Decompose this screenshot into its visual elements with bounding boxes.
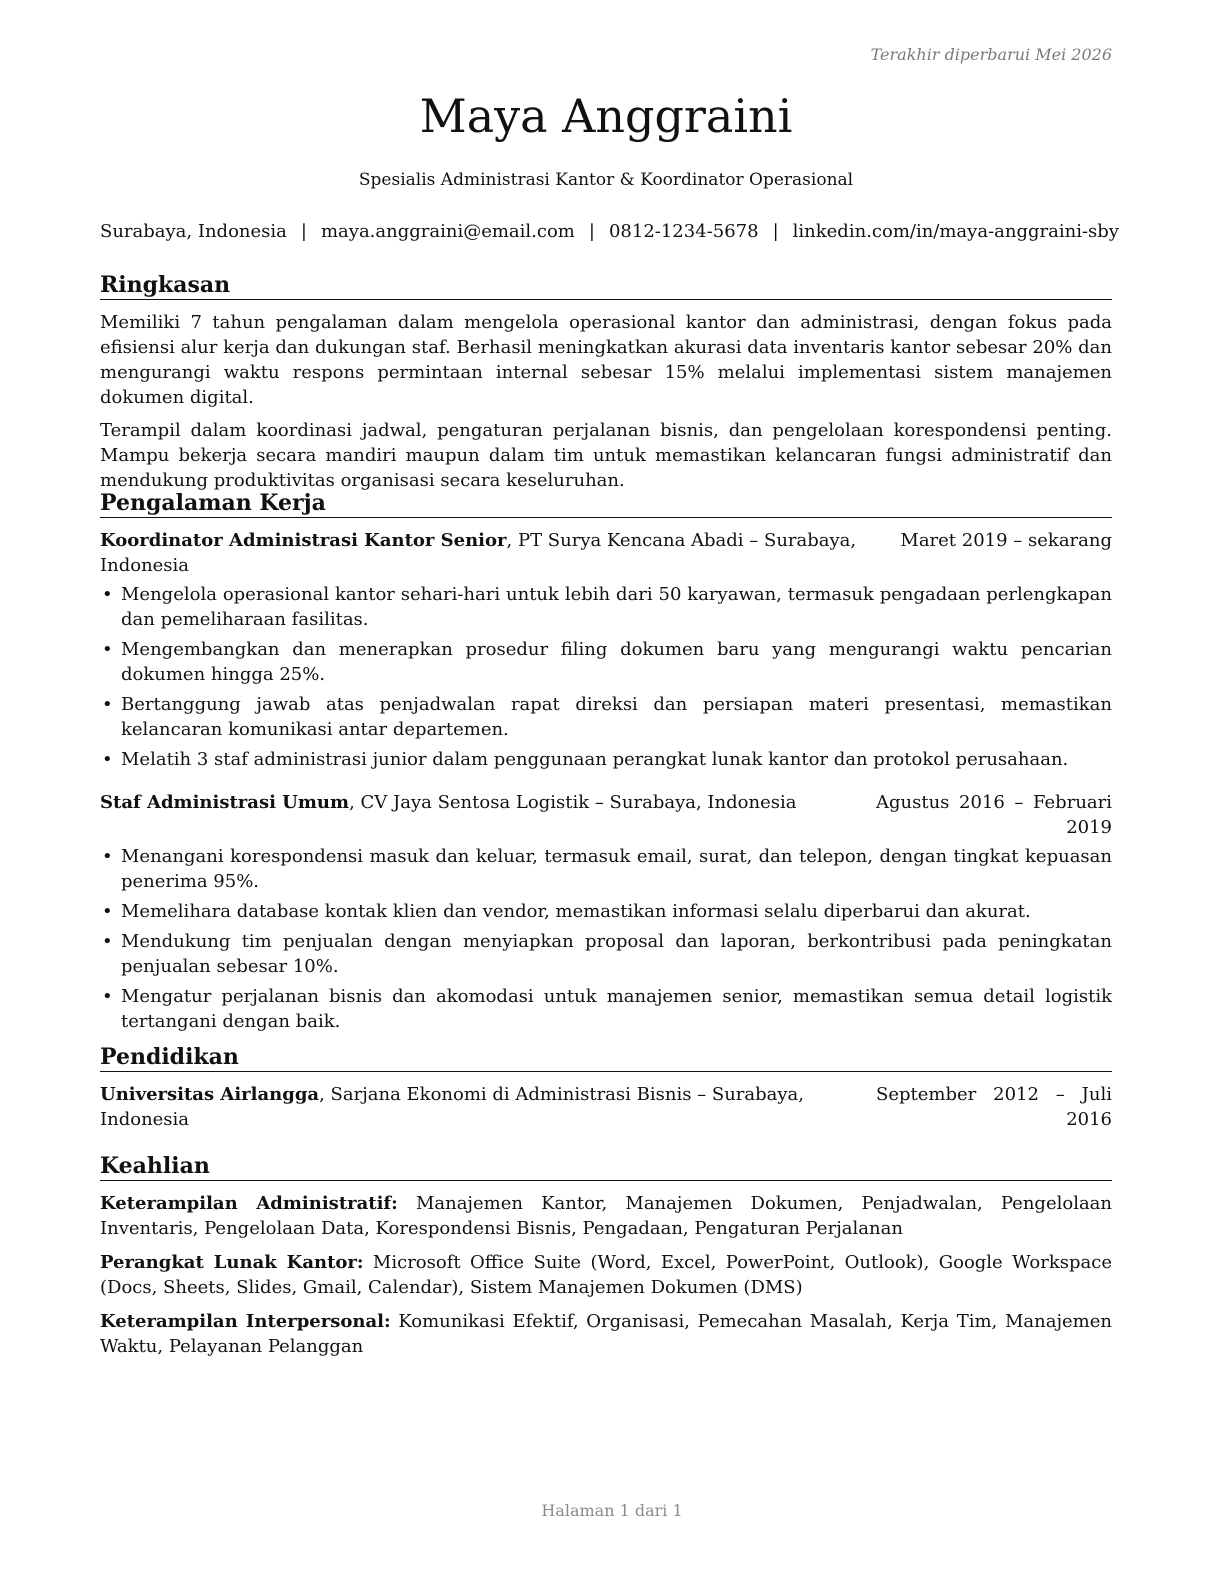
job-bullets — [100, 582, 1112, 772]
job-title-line — [100, 790, 796, 815]
skill-group-label: Perangkat Lunak Kantor: — [100, 1252, 364, 1273]
education-section — [100, 1043, 1112, 1132]
skill-group-label: Keterampilan Administratif: — [100, 1193, 398, 1214]
section-title-summary: Ringkasan — [100, 271, 1112, 300]
bullet-item: • Mengembangkan dan menerapkan prosedur filing dokumen baru yang mengurangi waktu pencarian dokumen hingga 25%. — [100, 637, 1112, 687]
job-entry — [100, 790, 1112, 1034]
contact-separator: | — [300, 221, 307, 242]
contact-line — [100, 219, 1119, 244]
contact-location: Surabaya, Indonesia — [100, 221, 287, 242]
skill-group-text: Manajemen Kantor, Manajemen Dokumen, Penjadwalan, Pengelolaan Inventaris, Pengelolaan Data, Korespondensi Bisnis, Pengadaan, Pengaturan Perjalanan — [100, 1193, 1113, 1239]
contact-linkedin[interactable]: linkedin.com/in/maya-anggraini-sby — [792, 221, 1119, 242]
job-entry — [100, 528, 1112, 772]
bullet-item: • Menangani korespondensi masuk dan keluar, termasuk email, surat, dan telepon, dengan tingkat kepuasan penerima 95%. — [100, 844, 1112, 894]
bullet-item: • Memelihara database kontak klien dan vendor, memastikan informasi selalu diperbarui dan akurat. — [100, 899, 1112, 924]
bullet-item: • Mengelola operasional kantor sehari-hari untuk lebih dari 50 karyawan, termasuk pengadaan perlengkapan dan pemeliharaan fasilitas. — [100, 582, 1112, 632]
education-school: Universitas Airlangga — [100, 1084, 320, 1105]
job-title-line — [100, 528, 900, 578]
candidate-tagline: Spesialis Administrasi Kantor & Koordinator Operasional — [358, 170, 854, 190]
candidate-name: Maya Anggraini — [419, 89, 793, 143]
job-dates: Maret 2019 – sekarang — [900, 530, 1112, 551]
education-entry — [100, 1082, 1112, 1132]
summary-paragraph: Memiliki 7 tahun pengalaman dalam mengelola operasional kantor dan administrasi, dengan fokus pada efisiensi alur kerja dan dukungan staf. Berhasil meningkatkan akurasi data inventaris kantor sebesar 20% dan mengurangi waktu respons permintaan internal sebesar 15% melalui implementasi sistem manajemen dokumen digital. — [100, 312, 1112, 408]
bullet-item: • Bertanggung jawab atas penjadwalan rapat direksi dan persiapan materi presentasi, memastikan kelancaran komunikasi antar departemen. — [100, 692, 1112, 742]
job-company: , PT Surya Kencana Abadi – Surabaya, Indonesia — [100, 530, 857, 576]
job-header — [100, 528, 1112, 578]
skills-section — [100, 1152, 1112, 1368]
education-line — [100, 1082, 876, 1132]
education-dates: September 2012 – Juli 2016 — [876, 1084, 1112, 1130]
bullet-item: • Mengatur perjalanan bisnis dan akomodasi untuk manajemen senior, memastikan semua detail logistik tertangani dengan baik. — [100, 984, 1112, 1034]
page-number: Halaman 1 dari 1 — [541, 1501, 683, 1520]
last-updated-note: Terakhir diperbarui Mei 2026 — [870, 45, 1112, 64]
skill-group-label: Keterampilan Interpersonal: — [100, 1311, 391, 1332]
job-bullets — [100, 844, 1112, 1034]
contact-email[interactable]: maya.anggraini@email.com — [320, 221, 575, 242]
section-title-education: Pendidikan — [100, 1043, 1112, 1072]
summary-section — [100, 271, 1112, 501]
job-header — [100, 790, 1112, 840]
job-company: , CV Jaya Sentosa Logistik – Surabaya, Indonesia — [349, 792, 797, 813]
contact-phone: 0812-1234-5678 — [608, 221, 759, 242]
skill-group — [100, 1250, 1112, 1300]
experience-section — [100, 489, 1112, 1039]
education-degree: , Sarjana Ekonomi di Administrasi Bisnis – Surabaya, Indonesia — [100, 1084, 805, 1130]
contact-separator: | — [588, 221, 595, 242]
skill-group — [100, 1309, 1112, 1359]
skill-group — [100, 1191, 1112, 1241]
summary-paragraph: Terampil dalam koordinasi jadwal, pengaturan perjalanan bisnis, dan pengelolaan korespondensi penting. Mampu bekerja secara mandiri maupun dalam tim untuk memastikan kelancaran fungsi administratif dan mendukung produktivitas organisasi secara keseluruhan. — [100, 420, 1112, 491]
bullet-item: • Melatih 3 staf administrasi junior dalam penggunaan perangkat lunak kantor dan protokol perusahaan. — [100, 747, 1112, 772]
skill-group-text: Microsoft Office Suite (Word, Excel, PowerPoint, Outlook), Google Workspace (Docs, Sheets, Slides, Gmail, Calendar), Sistem Manajemen Dokumen (DMS) — [100, 1252, 1112, 1298]
job-dates: Agustus 2016 – Februari 2019 — [876, 792, 1112, 838]
section-title-experience: Pengalaman Kerja — [100, 489, 1112, 518]
skill-group-text: Komunikasi Efektif, Organisasi, Pemecahan Masalah, Kerja Tim, Manajemen Waktu, Pelayanan Pelanggan — [100, 1311, 1112, 1357]
job-role: Staf Administrasi Umum — [100, 792, 350, 813]
contact-separator: | — [772, 221, 779, 242]
section-title-skills: Keahlian — [100, 1152, 1112, 1181]
job-role: Koordinator Administrasi Kantor Senior — [100, 530, 507, 551]
bullet-item: • Mendukung tim penjualan dengan menyiapkan proposal dan laporan, berkontribusi pada peningkatan penjualan sebesar 10%. — [100, 929, 1112, 979]
